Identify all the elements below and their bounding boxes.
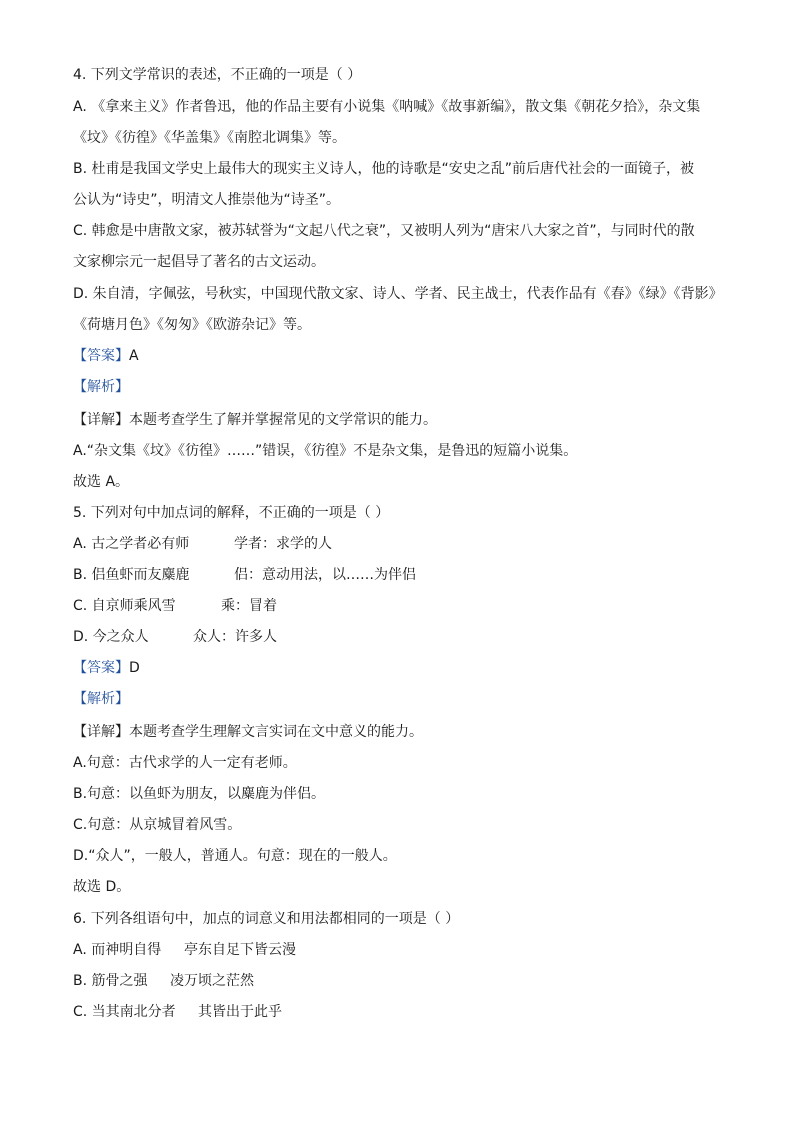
q5-explain-c: C.句意：从京城冒着风雪。 — [73, 817, 242, 833]
option-gloss: 侣：意动用法，以……为伴侣 — [234, 567, 416, 583]
q6-stem: 6. 下列各组语句中，加点的词意义和用法都相同的一项是（ ） — [73, 911, 460, 927]
q4-analysis-tag — [73, 377, 733, 397]
detail-text: 本题考查学生理解文言实词在文中意义的能力。 — [129, 724, 423, 740]
option-pair: 亭东自足下皆云漫 — [184, 942, 296, 958]
q5-stem: 5. 下列对句中加点词的解释，不正确的一项是（ ） — [73, 505, 390, 521]
q4-answer — [73, 346, 733, 366]
detail-tag: 【详解】 — [73, 412, 129, 428]
option-gloss: 学者：求学的人 — [234, 536, 332, 552]
q4-conclusion: 故选 A。 — [73, 474, 130, 490]
option-text: D. 今之众人 — [73, 629, 149, 645]
analysis-tag: 【解析】 — [73, 691, 129, 707]
option-text: B. 侣鱼虾而友麋鹿 — [73, 567, 190, 583]
q4-option-d-line2: 《荷塘月色》《匆匆》《欧游杂记》等。 — [73, 317, 311, 333]
q4-option-c-line1: C. 韩愈是中唐散文家，被苏轼誉为“文起八代之衰”，又被明人列为“唐宋八大家之首”，与同时代的散 — [73, 223, 695, 239]
q5-explain-b: B.句意：以鱼虾为朋友，以麋鹿为伴侣。 — [73, 786, 326, 802]
option-gloss: 乘：冒着 — [221, 598, 277, 614]
answer-tag: 【答案】 — [73, 660, 129, 676]
analysis-tag: 【解析】 — [73, 379, 129, 395]
q6-option-a — [73, 940, 733, 960]
q5-conclusion: 故选 D。 — [73, 879, 131, 895]
option-text: B. 筋骨之强 — [73, 973, 148, 989]
q6-option-b — [73, 971, 733, 991]
q5-explain-a: A.句意：古代求学的人一定有老师。 — [73, 755, 297, 771]
option-text: A. 而神明自得 — [73, 942, 162, 958]
option-gloss: 众人：许多人 — [193, 629, 277, 645]
detail-tag: 【详解】 — [73, 724, 129, 740]
answer-value: A — [129, 348, 139, 364]
option-pair: 其皆出于此乎 — [198, 1004, 282, 1020]
q4-option-d-line1: D. 朱自清，字佩弦，号秋实，中国现代散文家、诗人、学者、民主战士，代表作品有《春》《绿》《背影》 — [73, 286, 723, 302]
q5-option-b — [73, 565, 733, 585]
q6-option-c — [73, 1002, 733, 1022]
detail-text: 本题考查学生了解并掌握常见的文学常识的能力。 — [129, 412, 437, 428]
q5-detail — [73, 722, 733, 742]
option-text: C. 自京师乘风雪 — [73, 598, 176, 614]
q4-detail — [73, 410, 733, 430]
q4-option-b-line1: B. 杜甫是我国文学史上最伟大的现实主义诗人，他的诗歌是“安史之乱”前后唐代社会的一面镜子，被 — [73, 161, 695, 177]
q4-option-b-line2: 公认为“诗史”，明清文人推崇他为“诗圣”。 — [73, 192, 341, 208]
answer-value: D — [129, 660, 140, 676]
q5-analysis-tag — [73, 689, 733, 709]
option-text: C. 当其南北分者 — [73, 1004, 176, 1020]
q4-explain: A.“杂文集《坟》《彷徨》……”错误，《彷徨》不是杂文集，是鲁迅的短篇小说集。 — [73, 443, 578, 459]
q4-option-a-line1: A. 《拿来主义》作者鲁迅，他的作品主要有小说集《呐喊》《故事新编》，散文集《朝花夕拾》，杂文集 — [73, 99, 701, 115]
q5-explain-d: D.“众人”，一般人，普通人。句意：现在的一般人。 — [73, 848, 397, 864]
q5-answer — [73, 658, 733, 678]
q5-option-c — [73, 596, 733, 616]
q4-option-c-line2: 文家柳宗元一起倡导了著名的古文运动。 — [73, 254, 325, 270]
q4-option-a-line2: 《坟》《彷徨》《华盖集》《南腔北调集》等。 — [73, 130, 346, 146]
q5-option-d — [73, 627, 733, 647]
option-text: A. 古之学者必有师 — [73, 536, 190, 552]
option-pair: 凌万顷之茫然 — [170, 973, 254, 989]
answer-tag: 【答案】 — [73, 348, 129, 364]
q4-stem: 4. 下列文学常识的表述，不正确的一项是（ ） — [73, 67, 362, 83]
q5-option-a — [73, 534, 733, 554]
